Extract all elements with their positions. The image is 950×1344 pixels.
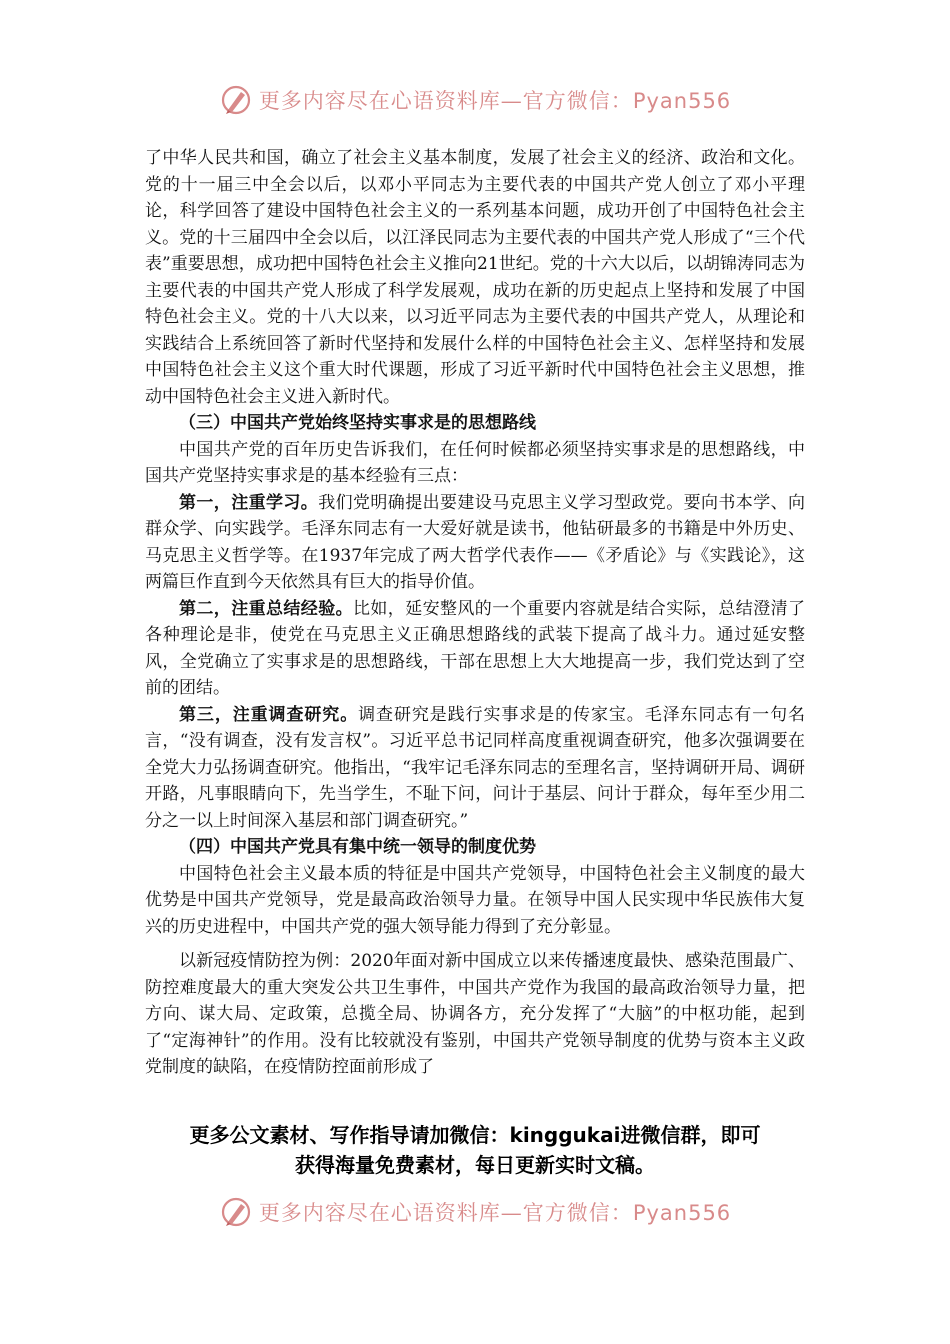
watermark-text: 更多内容尽在心语资料库—官方微信：Pyan556	[258, 1201, 732, 1225]
paragraph: 了中华人民共和国，确立了社会主义基本制度，发展了社会主义的经济、政治和文化。党的十一届三中全会以后，以邓小平同志为主要代表的中国共产党人创立了邓小平理论，科学回答了建设中国特色社会主义的一系列基本问题，成功开创了中国特色社会主义。党的十三届四中全会以后，以江泽民同志为主要代表的中国共产党人形成了“三个代表”重要思想，成功把中国特色社会主义推向21世纪。党的十六大以后，以胡锦涛同志为主要代表的中国共产党人形成了科学发展观，成功在新的历史起点上坚持和发展了中国特色社会主义。党的十八大以来，以习近平同志为主要代表的中国共产党人，从理论和实践结合上系统回答了新时代坚持和发展什么样的中国特色社会主义、怎样坚持和发展中国特色社会主义这个重大时代课题，形成了习近平新时代中国特色社会主义思想，推动中国特色社会主义进入新时代。	[145, 148, 805, 407]
paragraph-lead: 第二，注重总结经验。	[179, 598, 353, 619]
paragraph-experience: 第二，注重总结经验。比如，延安整风的一个重要内容就是结合实际，总结澄清了各种理论是非，使党在马克思主义正确思想路线的武装下提高了战斗力。通过延安整风，全党确立了实事求是的思想路线，干部在思想上大大地提高一步，我们党达到了空前的团结。	[145, 598, 805, 698]
paragraph-lead: 第一，注重学习。	[179, 492, 319, 513]
watermark-text: 更多内容尽在心语资料库—官方微信：Pyan556	[258, 89, 732, 113]
promo-line: 获得海量免费素材，每日更新实时文稿。	[295, 1153, 655, 1177]
paragraph: 中国特色社会主义最本质的特征是中国共产党领导，中国特色社会主义制度的最大优势是中国共产党领导，党是最高政治领导力量。在领导中国人民实现中华民族伟大复兴的历史进程中，中国共产党的强大领导能力得到了充分彰显。	[145, 863, 805, 937]
header-watermark	[0, 78, 950, 122]
paragraph-learning: 第一，注重学习。我们党明确提出要建设马克思主义学习型政党。要向书本学、向群众学、向实践学。毛泽东同志有一大爱好就是读书，他钻研最多的书籍是中外历史、马克思主义哲学等。在1937年完成了两大哲学代表作——《矛盾论》与《实践论》，这两篇巨作直到今天依然具有巨大的指导价值。	[145, 492, 806, 592]
promo-text	[140, 1120, 810, 1180]
section-heading-3: （三）中国共产党始终坚持实事求是的思想路线	[179, 413, 536, 433]
pen-logo-icon	[219, 1195, 253, 1229]
paragraph-lead: 第三，注重调查研究。	[179, 704, 359, 725]
footer-watermark	[0, 1190, 950, 1234]
section-heading-4: （四）中国共产党具有集中统一领导的制度优势	[179, 837, 536, 857]
document-body	[145, 145, 805, 1081]
paragraph: 中国共产党的百年历史告诉我们，在任何时候都必须坚持实事求是的思想路线，中国共产党坚持实事求是的基本经验有三点：	[145, 439, 805, 486]
pen-logo-icon	[219, 83, 253, 117]
paragraph-research: 第三，注重调查研究。调查研究是践行实事求是的传家宝。毛泽东同志有一句名言，“没有调查，没有发言权”。习近平总书记同样高度重视调查研究，他多次强调要在全党大力弘扬调查研究。他指出，“我牢记毛泽东同志的至理名言，坚持调研开局、调研开路，凡事眼睛向下，先当学生，不耻下问，问计于基层、问计于群众，每年至少用二分之一以上时间深入基层和部门调查研究。”	[145, 704, 806, 831]
promo-line: 更多公文素材、写作指导请加微信：kinggukai进微信群，即可	[189, 1123, 761, 1147]
paragraph: 以新冠疫情防控为例：2020年面对新中国成立以来传播速度最快、感染范围最广、防控难度最大的重大突发公共卫生事件，中国共产党作为我国的最高政治领导力量，把方向、谋大局、定政策，总揽全局、协调各方，充分发挥了“大脑”的中枢功能，起到了“定海神针”的作用。没有比较就没有鉴别，中国共产党领导制度的优势与资本主义政党制度的缺陷，在疫情防控面前形成了	[145, 951, 805, 1077]
